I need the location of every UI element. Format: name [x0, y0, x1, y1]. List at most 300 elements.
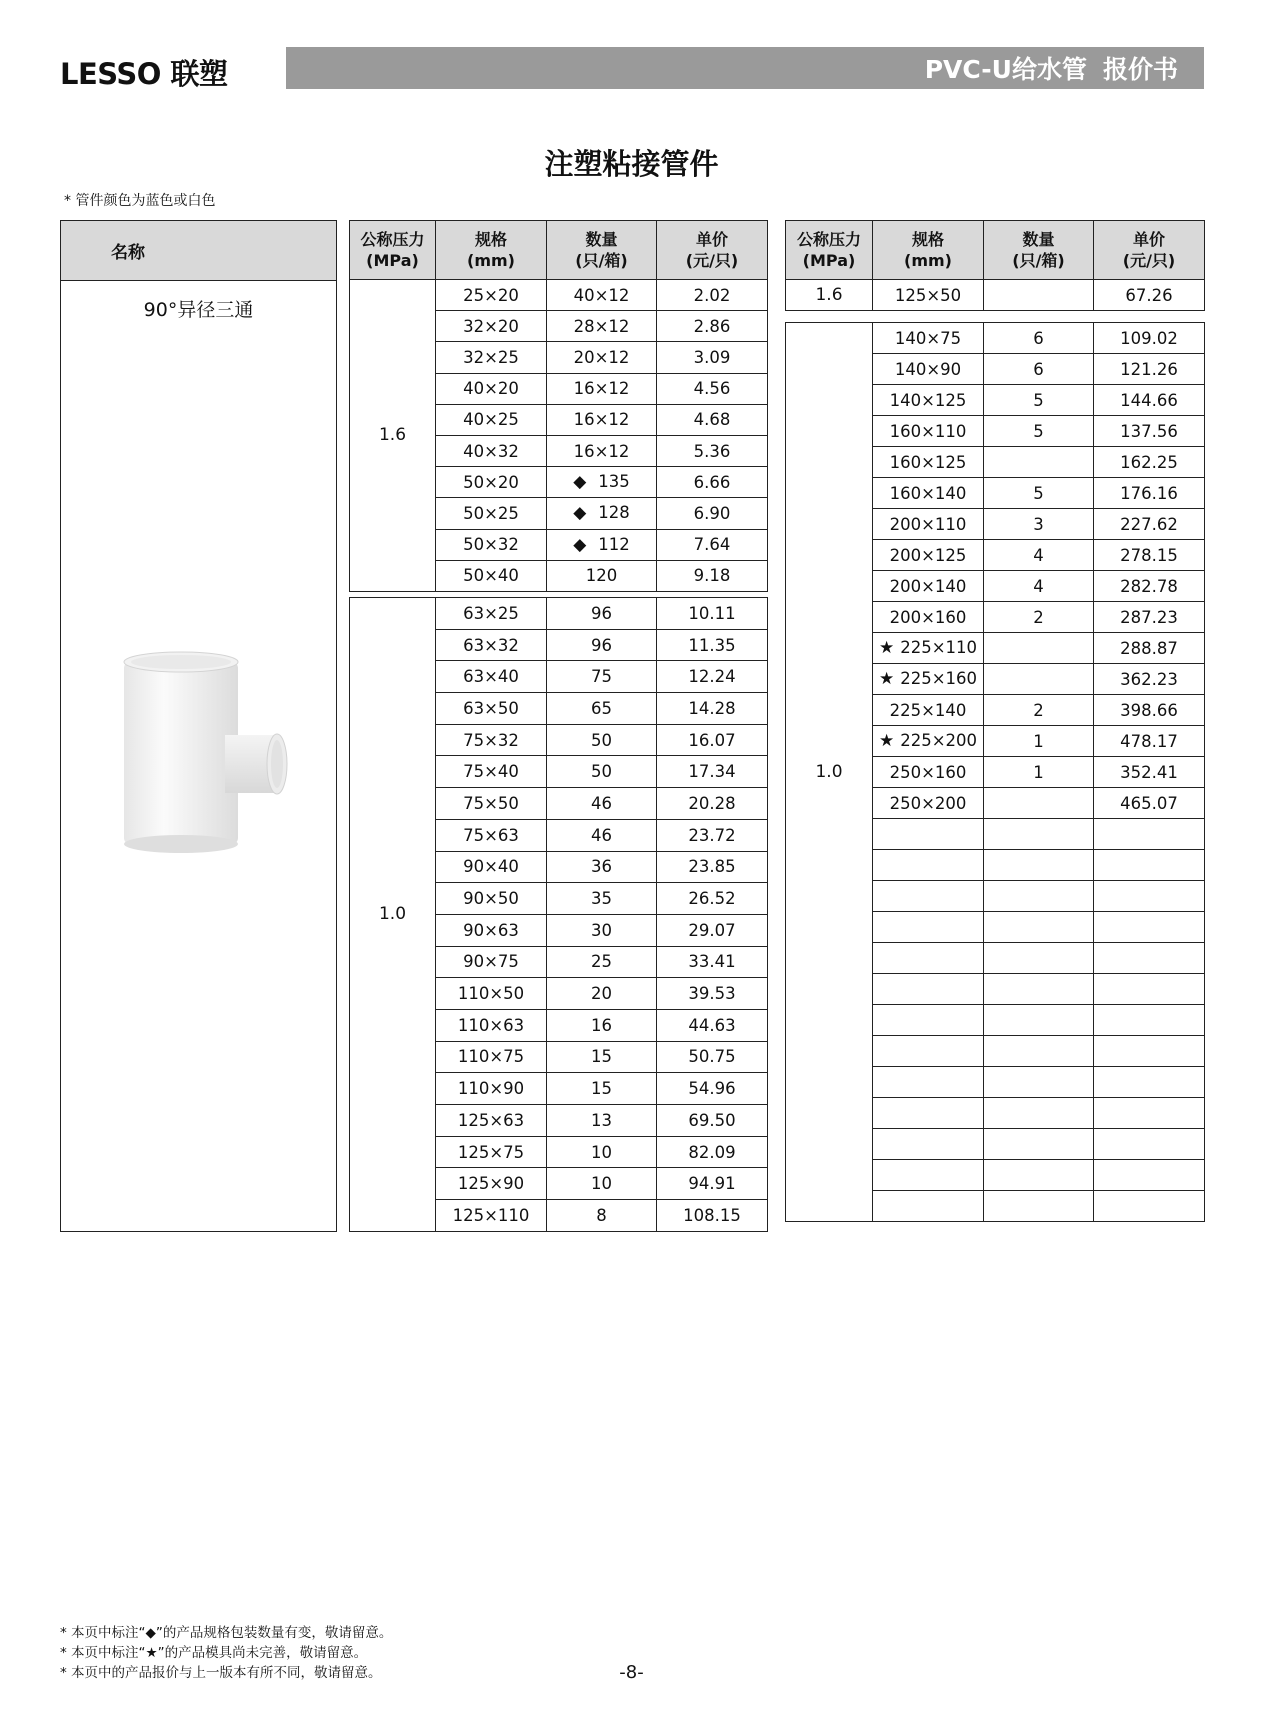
qty-cell	[547, 978, 657, 1010]
spec-cell	[436, 946, 547, 978]
price-cell: 54.96	[657, 1073, 768, 1105]
spec-value: 40×20	[463, 379, 519, 399]
price-cell: 121.26	[1094, 354, 1205, 385]
col-qty: 数量 (只/箱)	[547, 221, 657, 280]
empty-cell	[1094, 850, 1205, 881]
empty-cell	[873, 1129, 984, 1160]
qty-cell	[984, 447, 1094, 478]
price-cell: 44.63	[657, 1009, 768, 1041]
price-cell: 39.53	[657, 978, 768, 1010]
qty-value: 6	[1033, 328, 1044, 348]
spec-cell	[873, 664, 984, 695]
spec-value: 200×125	[889, 545, 967, 565]
empty-cell	[1094, 1067, 1205, 1098]
qty-cell	[547, 598, 657, 630]
spec-value: 125×90	[457, 1174, 525, 1194]
spec-cell	[436, 373, 547, 404]
col-pressure: 公称压力 (MPa)	[350, 221, 436, 280]
spec-cell	[873, 280, 984, 311]
spec-value: 160×125	[889, 452, 967, 472]
spec-cell	[873, 385, 984, 416]
spec-value: 40×25	[463, 410, 519, 430]
qty-value: 112	[598, 534, 630, 554]
spec-value: 110×63	[457, 1015, 525, 1035]
spec-value: 50×25	[463, 503, 519, 523]
spec-cell	[436, 560, 547, 591]
spec-value: 225×140	[889, 700, 967, 720]
qty-value: 1	[1033, 762, 1044, 782]
empty-cell	[873, 819, 984, 850]
qty-cell	[547, 883, 657, 915]
header-bar	[286, 47, 1204, 89]
empty-cell	[984, 1036, 1094, 1067]
qty-cell	[547, 529, 657, 560]
qty-cell	[547, 435, 657, 466]
empty-cell	[984, 1129, 1094, 1160]
qty-cell	[984, 695, 1094, 726]
product-name: 90°异径三通	[143, 299, 254, 321]
qty-value: 36	[591, 857, 612, 877]
spec-value: 225×110	[900, 638, 978, 657]
diamond-mark-icon: ◆	[573, 472, 587, 493]
qty-cell	[547, 693, 657, 725]
empty-cell	[984, 1098, 1094, 1129]
star-mark-icon: ★	[878, 669, 895, 689]
empty-cell	[1094, 1129, 1205, 1160]
empty-cell	[984, 1005, 1094, 1036]
spec-value: 75×40	[463, 762, 519, 782]
spec-cell	[436, 756, 547, 788]
qty-value: 6	[1033, 359, 1044, 379]
qty-cell	[547, 498, 657, 529]
spec-cell	[436, 788, 547, 820]
page-number: -8-	[619, 1662, 644, 1683]
price-cell: 7.64	[657, 529, 768, 560]
spec-value: 75×50	[463, 793, 519, 813]
empty-cell	[873, 974, 984, 1005]
qty-cell	[547, 1105, 657, 1137]
qty-value: 65	[591, 698, 612, 718]
price-cell: 67.26	[1094, 280, 1205, 311]
spec-value: 32×25	[463, 347, 519, 367]
spec-value: 225×160	[900, 669, 978, 688]
spec-cell	[436, 1073, 547, 1105]
qty-cell	[547, 280, 657, 311]
spec-value: 140×90	[894, 359, 962, 379]
table-row	[786, 323, 1205, 354]
empty-cell	[984, 1160, 1094, 1191]
price-cell: 465.07	[1094, 788, 1205, 819]
spec-value: 125×50	[894, 285, 962, 305]
spec-value: 140×75	[894, 328, 962, 348]
qty-value: 120	[585, 566, 618, 586]
price-cell: 398.66	[1094, 695, 1205, 726]
qty-cell	[547, 724, 657, 756]
spec-cell	[436, 1105, 547, 1137]
empty-cell	[873, 1160, 984, 1191]
spec-value: 225×200	[900, 731, 978, 750]
qty-cell	[547, 1200, 657, 1232]
empty-cell	[1094, 943, 1205, 974]
spec-cell	[873, 478, 984, 509]
spec-cell	[873, 540, 984, 571]
qty-value: 10	[591, 1142, 612, 1162]
price-cell: 2.86	[657, 311, 768, 342]
qty-value: 5	[1033, 483, 1044, 503]
qty-cell	[984, 602, 1094, 633]
price-cell: 288.87	[1094, 633, 1205, 664]
qty-cell	[547, 756, 657, 788]
spec-cell	[873, 788, 984, 819]
qty-cell	[984, 385, 1094, 416]
empty-cell	[873, 943, 984, 974]
spec-value: 63×25	[463, 603, 519, 623]
qty-cell	[547, 946, 657, 978]
empty-cell	[873, 881, 984, 912]
price-cell: 352.41	[1094, 757, 1205, 788]
spec-cell	[873, 509, 984, 540]
qty-value: 40×12	[573, 285, 630, 305]
qty-cell	[547, 311, 657, 342]
qty-value: 3	[1033, 514, 1044, 534]
empty-cell	[1094, 1005, 1205, 1036]
qty-value: 25	[591, 952, 612, 972]
price-cell: 6.66	[657, 467, 768, 498]
qty-cell	[547, 560, 657, 591]
qty-value: 10	[591, 1174, 612, 1194]
qty-cell	[984, 571, 1094, 602]
qty-cell	[984, 280, 1094, 311]
spec-value: 250×160	[889, 762, 967, 782]
spec-cell	[873, 416, 984, 447]
color-note: * 管件颜色为蓝色或白色	[64, 193, 216, 209]
page-title: 注塑粘接管件	[544, 147, 719, 181]
footnote-diamond: * 本页中标注“◆”的产品规格包装数量有变，敬请留意。	[60, 1625, 393, 1641]
qty-value: 20	[591, 984, 612, 1004]
spec-cell	[436, 724, 547, 756]
qty-cell	[547, 788, 657, 820]
spec-value: 200×140	[889, 576, 967, 596]
price-cell: 2.02	[657, 280, 768, 311]
price-cell: 9.18	[657, 560, 768, 591]
qty-value: 8	[596, 1205, 607, 1225]
empty-cell	[873, 1191, 984, 1222]
reducing-tee-image	[60, 410, 337, 880]
price-cell: 14.28	[657, 693, 768, 725]
star-mark-icon: ★	[878, 731, 895, 751]
spec-cell	[436, 529, 547, 560]
price-cell: 23.85	[657, 851, 768, 883]
spec-value: 63×40	[463, 667, 519, 687]
price-cell: 108.15	[657, 1200, 768, 1232]
spec-value: 90×50	[463, 889, 519, 909]
empty-cell	[873, 1067, 984, 1098]
empty-cell	[873, 850, 984, 881]
spec-value: 75×63	[463, 825, 519, 845]
qty-cell	[984, 323, 1094, 354]
qty-value: 16	[591, 1015, 612, 1035]
spec-cell	[436, 661, 547, 693]
price-cell: 278.15	[1094, 540, 1205, 571]
price-cell: 33.41	[657, 946, 768, 978]
price-cell: 3.09	[657, 342, 768, 373]
price-cell: 16.07	[657, 724, 768, 756]
price-cell: 50.75	[657, 1041, 768, 1073]
spec-cell	[873, 633, 984, 664]
spec-value: 110×50	[457, 984, 525, 1004]
spec-cell	[436, 311, 547, 342]
empty-cell	[1094, 881, 1205, 912]
qty-cell	[547, 629, 657, 661]
qty-value: 5	[1033, 421, 1044, 441]
price-cell: 23.72	[657, 819, 768, 851]
price-cell: 109.02	[1094, 323, 1205, 354]
spec-value: 125×63	[457, 1110, 525, 1130]
qty-value: 128	[598, 503, 630, 523]
col-price: 单价 (元/只)	[1094, 221, 1205, 280]
spec-cell	[873, 354, 984, 385]
spec-cell	[436, 498, 547, 529]
col-price: 单价 (元/只)	[657, 221, 768, 280]
qty-value: 46	[591, 825, 612, 845]
pressure-cell: 1.0	[786, 323, 873, 1222]
spec-cell	[436, 883, 547, 915]
empty-cell	[873, 1005, 984, 1036]
col-qty: 数量 (只/箱)	[984, 221, 1094, 280]
qty-value: 28×12	[573, 316, 630, 336]
spec-cell	[873, 726, 984, 757]
price-cell: 69.50	[657, 1105, 768, 1137]
qty-value: 13	[591, 1110, 612, 1130]
spec-cell	[436, 1168, 547, 1200]
spec-value: 50×32	[463, 535, 519, 555]
spec-value: 200×160	[889, 607, 967, 627]
empty-cell	[1094, 1036, 1205, 1067]
empty-cell	[873, 912, 984, 943]
left-table-bottom	[349, 597, 768, 1232]
qty-value: 96	[591, 603, 612, 623]
spec-cell	[436, 280, 547, 311]
name-header: 名称	[61, 221, 336, 281]
qty-cell	[547, 851, 657, 883]
spec-cell	[436, 693, 547, 725]
spec-cell	[873, 571, 984, 602]
empty-cell	[1094, 974, 1205, 1005]
price-cell: 282.78	[1094, 571, 1205, 602]
qty-value: 15	[591, 1079, 612, 1099]
spec-value: 110×90	[457, 1079, 525, 1099]
qty-value: 20×12	[573, 347, 630, 367]
star-mark-icon: ★	[878, 638, 895, 658]
right-table-bottom	[785, 322, 1205, 1222]
footnote-price-change: * 本页中的产品报价与上一版本有所不同，敬请留意。	[60, 1665, 382, 1681]
qty-value: 50	[591, 730, 612, 750]
empty-cell	[1094, 1098, 1205, 1129]
price-cell: 5.36	[657, 435, 768, 466]
spec-cell	[436, 404, 547, 435]
qty-cell	[547, 404, 657, 435]
price-cell: 10.11	[657, 598, 768, 630]
qty-value: 135	[598, 472, 630, 492]
qty-cell	[547, 1041, 657, 1073]
product-line-title: PVC-U给水管	[924, 55, 1087, 84]
qty-value: 16×12	[573, 410, 630, 430]
price-cell: 176.16	[1094, 478, 1205, 509]
price-cell: 4.56	[657, 373, 768, 404]
spec-value: 50×40	[463, 566, 519, 586]
empty-cell	[1094, 1191, 1205, 1222]
qty-cell	[547, 1073, 657, 1105]
empty-cell	[1094, 1160, 1205, 1191]
price-cell: 94.91	[657, 1168, 768, 1200]
spec-cell	[436, 342, 547, 373]
table-row	[786, 280, 1205, 311]
qty-value: 2	[1033, 700, 1044, 720]
spec-cell	[436, 598, 547, 630]
price-cell: 162.25	[1094, 447, 1205, 478]
empty-cell	[873, 1098, 984, 1129]
footnote-star: * 本页中标注“★”的产品模具尚未完善，敬请留意。	[60, 1645, 368, 1661]
empty-cell	[984, 1191, 1094, 1222]
qty-cell	[547, 373, 657, 404]
price-cell: 478.17	[1094, 726, 1205, 757]
qty-value: 5	[1033, 390, 1044, 410]
empty-cell	[984, 974, 1094, 1005]
qty-cell	[984, 416, 1094, 447]
qty-value: 2	[1033, 607, 1044, 627]
qty-value: 50	[591, 762, 612, 782]
qty-value: 75	[591, 667, 612, 687]
spec-cell	[436, 819, 547, 851]
pressure-cell: 1.6	[786, 280, 873, 311]
right-table-top	[785, 220, 1205, 311]
spec-cell	[436, 1009, 547, 1041]
spec-cell	[436, 1041, 547, 1073]
qty-cell	[547, 1136, 657, 1168]
qty-value: 46	[591, 793, 612, 813]
left-table-top	[349, 220, 768, 592]
spec-value: 110×75	[457, 1047, 525, 1067]
pressure-cell: 1.0	[350, 598, 436, 1232]
doc-type-title: 报价书	[1102, 55, 1178, 84]
diamond-mark-icon: ◆	[573, 534, 587, 555]
qty-cell	[547, 1009, 657, 1041]
price-cell: 82.09	[657, 1136, 768, 1168]
spec-cell	[436, 851, 547, 883]
qty-cell	[984, 540, 1094, 571]
table-row	[350, 598, 768, 630]
spec-cell	[436, 978, 547, 1010]
col-pressure: 公称压力 (MPa)	[786, 221, 873, 280]
price-cell: 6.90	[657, 498, 768, 529]
spec-value: 160×110	[889, 421, 967, 441]
table-row	[350, 280, 768, 311]
spec-value: 50×20	[463, 472, 519, 492]
spec-value: 63×50	[463, 698, 519, 718]
spec-value: 63×32	[463, 635, 519, 655]
spec-value: 90×75	[463, 952, 519, 972]
qty-cell	[984, 509, 1094, 540]
qty-cell	[984, 478, 1094, 509]
spec-cell	[436, 467, 547, 498]
spec-cell	[873, 695, 984, 726]
qty-value: 16×12	[573, 441, 630, 461]
qty-value: 15	[591, 1047, 612, 1067]
qty-cell	[547, 342, 657, 373]
qty-value: 4	[1033, 545, 1044, 565]
spec-value: 40×32	[463, 441, 519, 461]
qty-cell	[547, 819, 657, 851]
spec-value: 200×110	[889, 514, 967, 534]
qty-cell	[984, 757, 1094, 788]
spec-value: 125×110	[452, 1205, 530, 1225]
empty-cell	[984, 881, 1094, 912]
empty-cell	[984, 850, 1094, 881]
empty-cell	[1094, 819, 1205, 850]
qty-cell	[984, 354, 1094, 385]
empty-cell	[984, 1067, 1094, 1098]
qty-value: 16×12	[573, 379, 630, 399]
spec-cell	[436, 1200, 547, 1232]
spec-value: 75×32	[463, 730, 519, 750]
pressure-cell: 1.6	[350, 280, 436, 592]
price-cell: 144.66	[1094, 385, 1205, 416]
spec-value: 140×125	[889, 390, 967, 410]
spec-cell	[873, 602, 984, 633]
qty-value: 1	[1033, 731, 1044, 751]
qty-cell	[547, 914, 657, 946]
qty-value: 30	[591, 920, 612, 940]
spec-value: 250×200	[889, 793, 967, 813]
qty-value: 96	[591, 635, 612, 655]
spec-value: 90×40	[463, 857, 519, 877]
empty-cell	[984, 912, 1094, 943]
qty-value: 35	[591, 889, 612, 909]
qty-cell	[547, 1168, 657, 1200]
spec-cell	[436, 914, 547, 946]
spec-cell	[873, 323, 984, 354]
price-cell: 4.68	[657, 404, 768, 435]
empty-cell	[1094, 912, 1205, 943]
qty-cell	[984, 633, 1094, 664]
qty-cell	[984, 726, 1094, 757]
lesso-logo: LESSO 联塑	[60, 57, 228, 91]
qty-cell	[984, 788, 1094, 819]
qty-value: 4	[1033, 576, 1044, 596]
price-cell: 137.56	[1094, 416, 1205, 447]
spec-value: 160×140	[889, 483, 967, 503]
spec-cell	[436, 1136, 547, 1168]
empty-cell	[984, 819, 1094, 850]
price-cell: 362.23	[1094, 664, 1205, 695]
price-cell: 12.24	[657, 661, 768, 693]
spec-value: 32×20	[463, 316, 519, 336]
spec-value: 25×20	[463, 285, 519, 305]
price-cell: 20.28	[657, 788, 768, 820]
empty-cell	[873, 1036, 984, 1067]
price-cell: 227.62	[1094, 509, 1205, 540]
price-cell: 11.35	[657, 629, 768, 661]
spec-cell	[436, 435, 547, 466]
qty-cell	[984, 664, 1094, 695]
qty-cell	[547, 661, 657, 693]
price-cell: 287.23	[1094, 602, 1205, 633]
qty-cell	[547, 467, 657, 498]
col-spec: 规格 (mm)	[436, 221, 547, 280]
spec-value: 125×75	[457, 1142, 525, 1162]
empty-cell	[984, 943, 1094, 974]
spec-cell	[873, 757, 984, 788]
